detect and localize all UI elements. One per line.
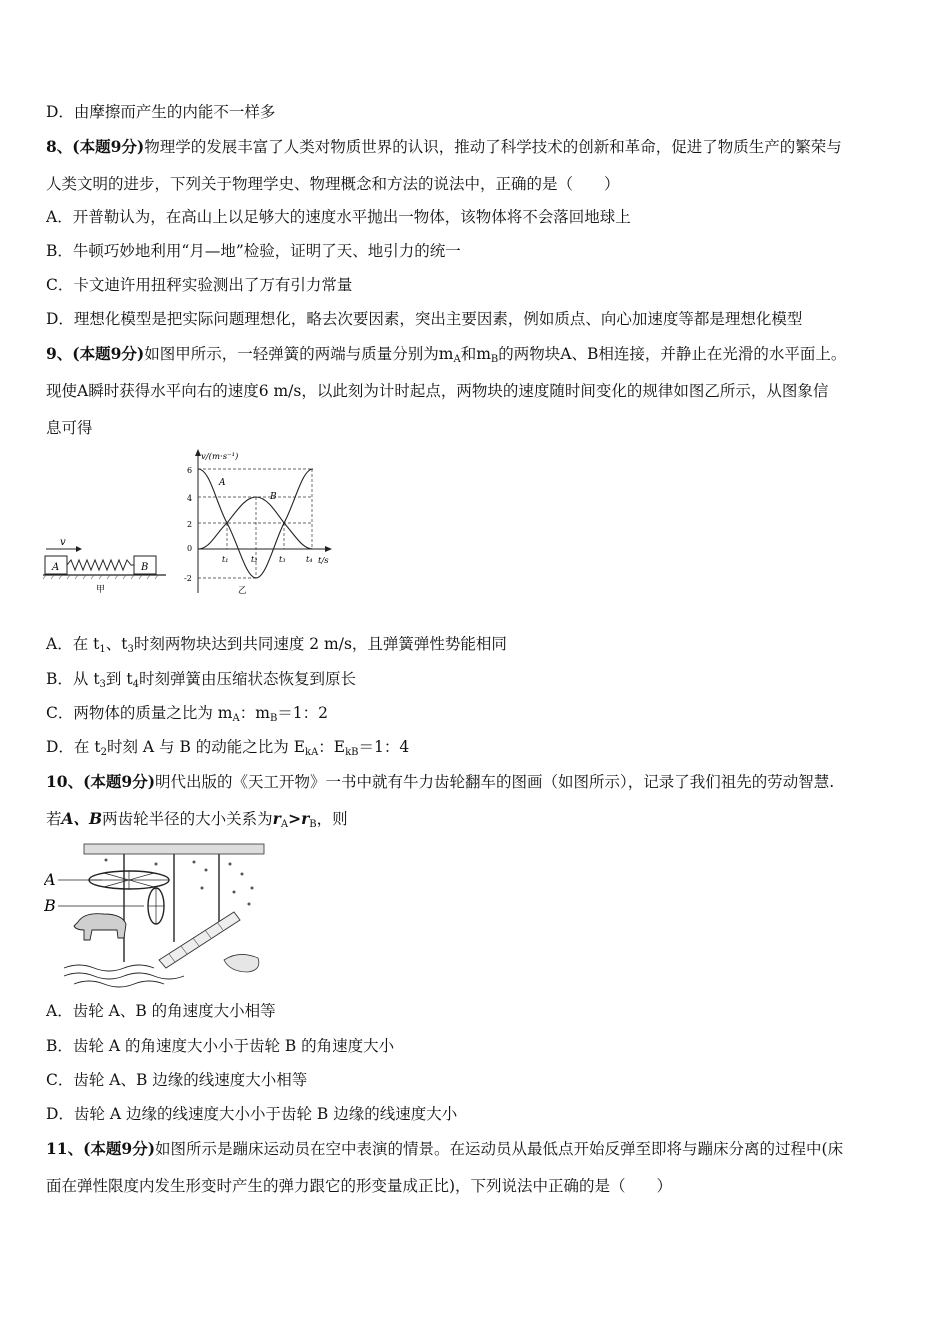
q7-option-d: D．由摩擦而产生的内能不一样多	[46, 103, 276, 121]
q9-option-c-text: ＝1：2	[277, 704, 329, 722]
q9-stem-line1	[46, 344, 846, 370]
q9-number: 9、	[46, 344, 73, 363]
q10-fig-roof	[84, 844, 264, 854]
q9-option-a-text: A．在 t	[46, 635, 100, 653]
q8-option-b: B．牛顿巧妙地利用“月—地”检验，证明了天、地引力的统一	[46, 242, 461, 260]
q9-option-b-text: B．从 t	[46, 670, 100, 688]
q9-stem-part: 和m	[460, 345, 491, 363]
q10-stem-line2	[46, 809, 348, 835]
q10-sub: B	[309, 819, 317, 830]
q9-option-a	[46, 634, 507, 660]
q9-sub: B	[490, 354, 499, 365]
q10-stem-italic: r	[272, 809, 281, 828]
q9-option-d-text: ＝1：4	[358, 738, 410, 756]
q9-yi-ytick: 4	[187, 494, 193, 503]
q9-stem-part: 的两物块A、B相连接，并静止在光滑的水平面上。	[498, 345, 847, 363]
q10-figure-waterwheel	[44, 842, 266, 990]
q10-option-b: B．齿轮 A 的角速度大小小于齿轮 B 的角速度大小	[46, 1037, 395, 1055]
q9-yi-x-arrow	[325, 546, 332, 552]
q8-option-c: C．卡文迪许用扭秤实验测出了万有引力常量	[46, 276, 353, 294]
q9-option-b-sub: 4	[132, 679, 139, 690]
q9-jia-arrow-head	[76, 546, 82, 552]
q9-jia-velocity-label: v	[60, 537, 66, 548]
q9-yi-xtick: t₄	[306, 555, 313, 564]
q9-jia-block-a-label: A	[52, 562, 60, 573]
q10-fig-ox	[74, 914, 126, 940]
q9-yi-ytick: 0	[187, 544, 193, 553]
q9-yi-caption: 乙	[238, 586, 247, 596]
q10-sub: A	[280, 819, 289, 830]
q9-option-b-text: 时刻弹簧由压缩状态恢复到原长	[138, 670, 356, 688]
q8-stem-line1	[46, 137, 842, 157]
q9-yi-y-label: v/(m·s⁻¹)	[201, 452, 239, 462]
q9-option-c	[46, 703, 328, 729]
q9-option-a-text: 时刻两物块达到共同速度 2 m/s，且弹簧弹性势能相同	[133, 635, 507, 653]
q9-stem-line2: 现使A瞬时获得水平向右的速度6 m/s，以此刻为计时起点，两物块的速度随时间变化的规律如图乙所示，从图象信	[46, 382, 829, 400]
q9-yi-x-label: t/s	[318, 556, 329, 566]
q8-number: 8、	[46, 137, 73, 156]
q9-option-b-sub: 3	[99, 679, 106, 690]
q10-fig-field	[105, 859, 254, 906]
q10-stem-line1	[46, 772, 834, 792]
q9-jia-spring	[67, 560, 134, 570]
q9-option-c-sub: A	[232, 713, 240, 724]
q9-figure-yi	[178, 447, 348, 602]
q9-option-d-sub: kA	[305, 747, 319, 758]
q10-number: 10、	[46, 772, 84, 791]
q9-option-d-sub: 2	[100, 747, 107, 758]
q9-yi-curve-a-label: A	[219, 478, 226, 488]
q11-number: 11、	[46, 1139, 84, 1158]
q8-option-d: D．理想化模型是把实际问题理想化，略去次要因素，突出主要因素，例如质点、向心加速度等都是理想化模型	[46, 310, 803, 328]
q9-option-a-sub: 3	[127, 644, 134, 655]
q9-yi-xtick: t₂	[251, 555, 258, 564]
q9-option-a-sub: 1	[99, 644, 106, 655]
q10-option-a: A．齿轮 A、B 的角速度大小相等	[46, 1002, 276, 1020]
q9-jia-block-b-label: B	[141, 562, 149, 573]
q9-option-d-text: ：E	[318, 738, 346, 756]
q9-option-a-text: 、t	[105, 635, 128, 653]
q9-option-d	[46, 737, 409, 763]
q10-stem-text: 两齿轮半径的大小关系为	[102, 810, 273, 828]
q10-stem-italic: >r	[288, 809, 310, 828]
q10-option-d: D．齿轮 A 边缘的线速度大小小于齿轮 B 边缘的线速度大小	[46, 1105, 458, 1123]
q9-sub: A	[453, 354, 461, 365]
q9-option-d-sub: kB	[345, 747, 359, 758]
q8-stem-text: 物理学的发展丰富了人类对物质世界的认识，推动了科学技术的创新和革命，促进了物质生产的繁荣与	[144, 138, 842, 156]
q9-option-c-sub: B	[269, 713, 278, 724]
q10-fig-rocks	[224, 954, 259, 972]
q9-option-d-text: 时刻 A 与 B 的动能之比为 E	[106, 738, 306, 756]
q9-option-b	[46, 669, 356, 695]
q10-stem-text: 若	[46, 810, 62, 828]
q9-yi-ytick: -2	[184, 574, 192, 583]
q9-stem-part: 如图甲所示，一轻弹簧的两端与质量分别为m	[144, 345, 454, 363]
q10-stem-italic: A、B	[61, 809, 103, 828]
q10-fig-label-a: A	[44, 870, 56, 889]
q11-stem-text: 如图所示是蹦床运动员在空中表演的情景。在运动员从最低点开始反弹至即将与蹦床分离的过程中(床	[155, 1140, 844, 1158]
q9-yi-ytick: 2	[187, 520, 193, 529]
q8-stem-line2: 人类文明的进步，下列关于物理学史、物理概念和方法的说法中，正确的是（ ）	[46, 175, 620, 193]
q10-stem-text: 明代出版的《天工开物》一书中就有牛力齿轮翻车的图画（如图所示），记录了我们祖先的劳动智慧.	[155, 773, 835, 791]
q10-stem-text: ，则	[316, 810, 348, 828]
q8-option-a: A．开普勒认为，在高山上以足够大的速度水平抛出一物体，该物体将不会落回地球上	[46, 208, 631, 226]
q9-yi-xtick: t₃	[279, 555, 286, 564]
q9-option-d-text: D．在 t	[46, 738, 101, 756]
q10-tag: (本题9分)	[83, 772, 156, 791]
q11-tag: (本题9分)	[83, 1139, 156, 1158]
q9-yi-ytick: 6	[187, 466, 193, 475]
q10-fig-label-b: B	[44, 896, 56, 915]
q10-option-c: C．齿轮 A、B 边缘的线速度大小相等	[46, 1071, 308, 1089]
q9-yi-curve-b-label: B	[270, 492, 277, 502]
q9-option-b-text: 到 t	[105, 670, 133, 688]
q11-stem-line2: 面在弹性限度内发生形变时产生的弹力跟它的形变量成正比)，下列说法中正确的是（ ）	[46, 1177, 673, 1195]
q9-jia-caption: 甲	[96, 585, 106, 595]
q9-option-c-text: C．两物体的质量之比为 m	[46, 704, 233, 722]
q9-stem-line3: 息可得	[46, 419, 93, 437]
q9-tag: (本题9分)	[72, 344, 145, 363]
q9-yi-xtick: t₁	[222, 555, 229, 564]
q9-option-c-text: ：m	[239, 704, 270, 722]
q11-stem-line1	[46, 1139, 843, 1159]
q8-tag: (本题9分)	[72, 137, 145, 156]
q9-figure-jia	[40, 535, 170, 595]
